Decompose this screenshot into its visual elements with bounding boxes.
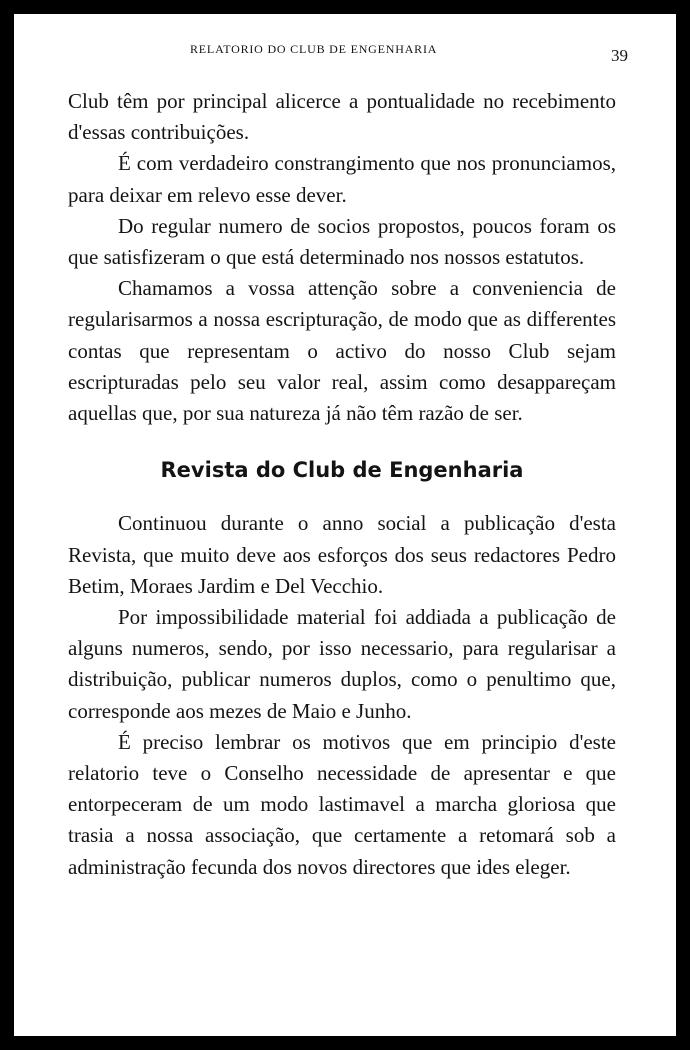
body-text [68,86,616,883]
book-page [14,14,676,1036]
paragraph: Do regular numero de socios propostos, poucos foram os que satisfizeram o que está determinado nos nossos estatutos. [68,213,616,270]
paragraph: Por impossibilidade material foi addiada a publicação de alguns numeros, sendo, por isso necessario, para regularisar a distribuição, publicar numeros duplos, como o penultimo que, corresponde aos mezes de Maio e Junho. [68,605,616,723]
paragraph-continuation: Club têm por principal alicerce a pontualidade no recebimento d'essas contribuições. [68,89,616,145]
paragraph: É preciso lembrar os motivos que em principio d'este relatorio teve o Conselho necessidade de apresentar e que entorpeceram de um modo lastimavel a marcha gloriosa que trasia a nossa associação, que certamente a retomará sob a administração fecunda dos novos directores que ides eleger. [68,729,616,879]
page-number: 39 [611,46,628,65]
section-heading: Revista do Club de Engenharia [160,458,524,483]
paragraph: É com verdadeiro constrangimento que nos pronunciamos, para deixar em relevo esse dever. [68,151,616,207]
paragraph: Chamamos a vossa attenção sobre a conveniencia de regularisarmos a nossa escripturação, de modo que as differentes contas que representam o activo do nosso Club sejam escripturadas pelo seu valor real, assim como desappareçam aquellas que, por sua natureza já não têm razão de ser. [68,276,616,426]
running-head: RELATORIO DO CLUB DE ENGENHARIA [190,42,438,56]
paragraph: Continuou durante o anno social a publicação d'esta Revista, que muito deve aos esforços dos seus redactores Pedro Betim, Moraes Jardim e Del Vecchio. [68,511,616,598]
